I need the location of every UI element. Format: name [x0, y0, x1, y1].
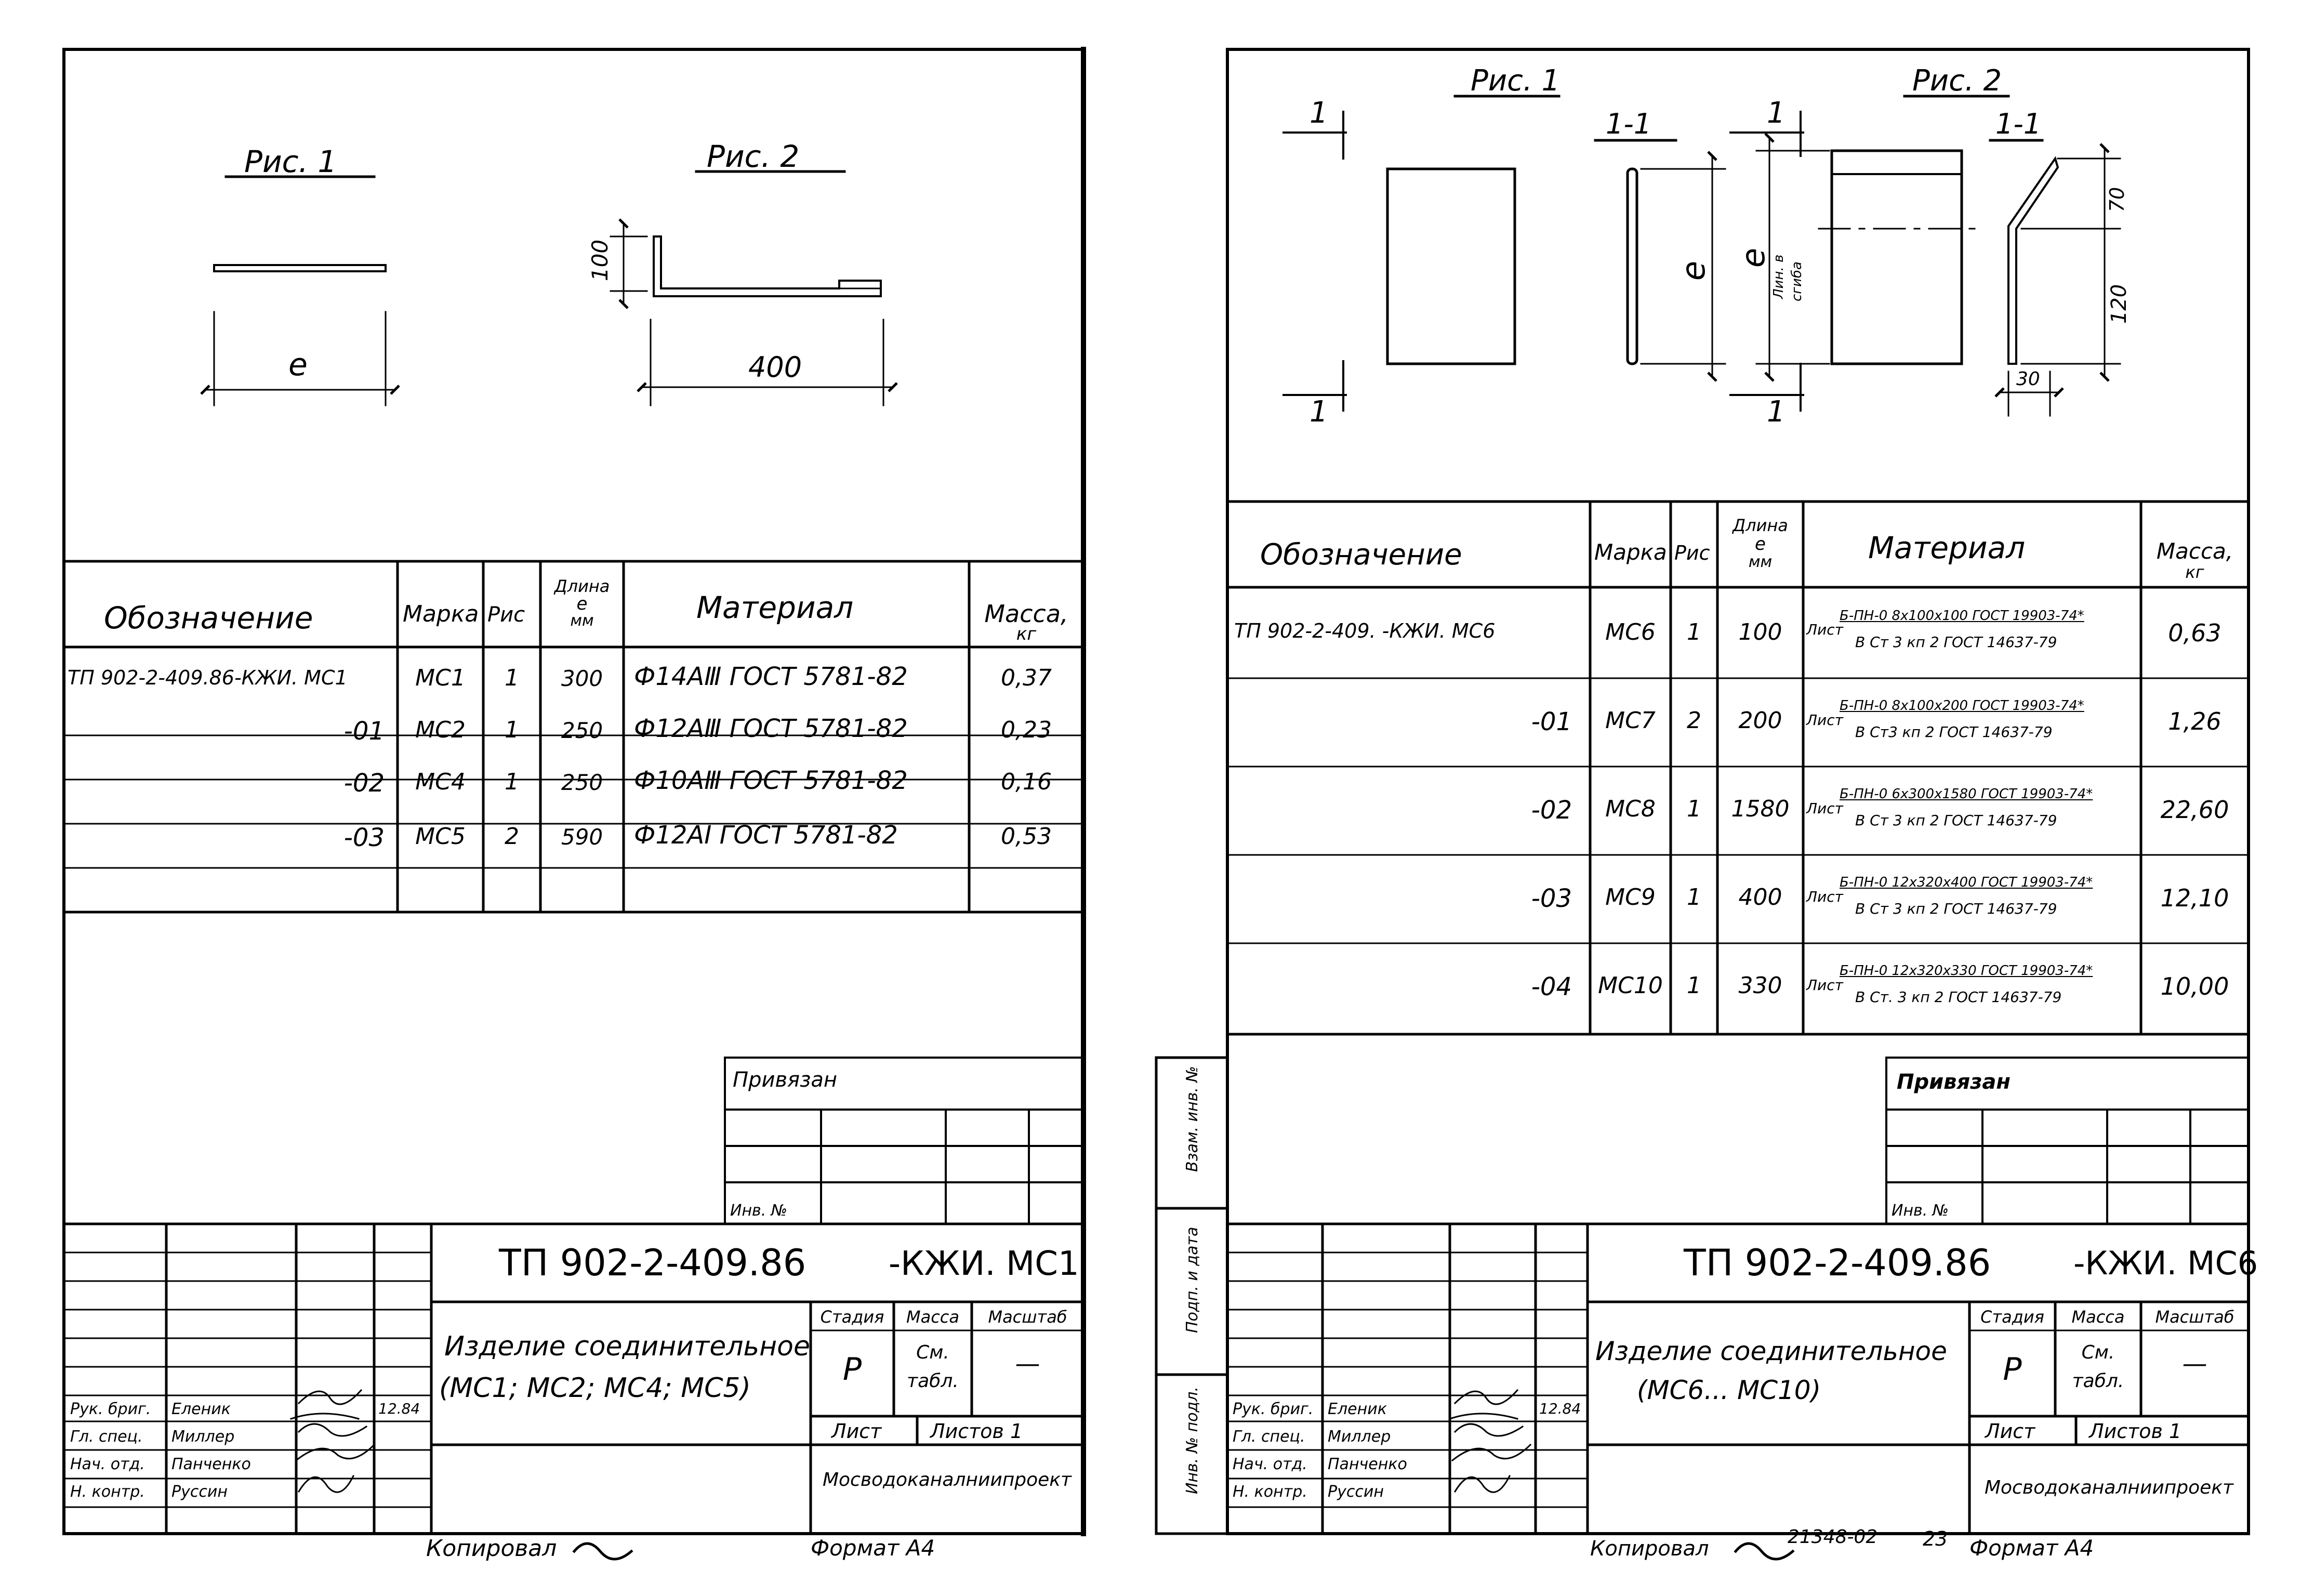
right-row5-mat-bottom: В Ст. 3 кп 2 ГОСТ 14637-79	[1855, 988, 2062, 1006]
left-stamp-scale: —	[1015, 1349, 1040, 1378]
right-row1-mat-bottom: В Ст 3 кп 2 ГОСТ 14637-79	[1855, 634, 2057, 651]
right-fig2-title: Рис. 2	[1912, 64, 2002, 98]
right-stamp-sheet: Лист	[1985, 1420, 2035, 1443]
left-row4-mass: 0,53	[1001, 823, 1052, 850]
right-fig2-dim-70: 70	[2106, 187, 2129, 213]
right-stamp-title-1: Изделие соединительное	[1595, 1336, 1947, 1366]
left-header-mark: Марка	[403, 601, 479, 627]
left-stamp-scale-h: Масштаб	[988, 1307, 1067, 1327]
left-fig2-dim-w: 400	[748, 351, 802, 384]
right-row4-mass: 12,10	[2160, 884, 2229, 912]
right-row5-designation: -04	[1531, 972, 1572, 1001]
left-row2-fig: 1	[505, 717, 519, 743]
right-row2-length: 200	[1738, 707, 1782, 734]
left-fig2-title: Рис. 2	[707, 139, 800, 174]
right-row4-length: 400	[1738, 884, 1782, 911]
right-stamp-stage-h: Стадия	[1980, 1307, 2044, 1327]
right-row3-mat-prefix: Лист	[1806, 800, 1843, 817]
right-row3-length: 1580	[1731, 796, 1790, 822]
right-row5-length: 330	[1738, 972, 1782, 999]
right-row3-mark: МС8	[1605, 796, 1656, 822]
left-row1-mark: МС1	[415, 665, 466, 691]
right-fig2-bend-note-1: Лин. в	[1771, 254, 1787, 299]
left-header-length-3: мм	[570, 612, 594, 630]
right-fig1-dim: е	[1674, 260, 1713, 281]
left-row3-material: Ф10АⅢ ГОСТ 5781-82	[634, 766, 908, 795]
left-person1-role: Рук. бриг.	[70, 1400, 151, 1418]
right-person1-name: Еленик	[1328, 1400, 1387, 1418]
right-row1-fig: 1	[1687, 619, 1701, 645]
left-row2-mass: 0,23	[1001, 717, 1052, 743]
right-row1-length: 100	[1738, 619, 1782, 645]
left-person1-name: Еленик	[171, 1400, 231, 1418]
left-footer-format: Формат А4	[811, 1535, 935, 1561]
right-stamp-mass-h: Масса	[2071, 1307, 2125, 1327]
right-header-mass-2: кг	[2185, 562, 2204, 582]
right-row2-fig: 2	[1687, 707, 1701, 734]
right-stamp-mass-1: См.	[2081, 1342, 2115, 1363]
left-row1-length: 300	[561, 666, 603, 691]
left-person2-name: Миллер	[171, 1428, 235, 1446]
left-header-mass-2: кг	[1016, 624, 1037, 644]
right-row5-mass: 10,00	[2160, 972, 2229, 1000]
left-stamp-sheets: Листов 1	[930, 1420, 1023, 1443]
right-footer-format: Формат А4	[1969, 1535, 2094, 1561]
left-person3-name: Панченко	[171, 1455, 251, 1473]
right-fig1-cut-top: 1	[1310, 96, 1328, 130]
left-row3-mark: МС4	[415, 769, 466, 795]
left-row4-designation: -03	[343, 823, 385, 852]
right-row3-mat-top: Б-ПН-0 6х300х1580 ГОСТ 19903-74*	[1840, 786, 2093, 802]
left-row3-mass: 0,16	[1001, 769, 1052, 795]
right-header-length-1: Длина	[1733, 516, 1788, 535]
right-person2-name: Миллер	[1328, 1428, 1391, 1446]
right-row2-mat-prefix: Лист	[1806, 711, 1843, 729]
left-header-fig: Рис	[487, 603, 525, 627]
right-fig1-drawing	[1284, 96, 1725, 411]
right-fig2-section: 1-1	[1995, 108, 2042, 140]
right-footer-page: 23	[1923, 1527, 1948, 1550]
right-fig1-title: Рис. 1	[1471, 64, 1561, 98]
right-row2-mass: 1,26	[2168, 707, 2221, 735]
right-fig2-drawing	[1730, 96, 2120, 416]
right-header-mass-1: Масса,	[2156, 538, 2233, 564]
left-stamp-org: Мосводоканалниипроект	[822, 1469, 1072, 1491]
left-stamp-stage-h: Стадия	[820, 1307, 884, 1327]
right-person3-role: Нач. отд.	[1233, 1455, 1307, 1473]
right-person1-date: 12.84	[1539, 1400, 1581, 1417]
left-row3-length: 250	[561, 770, 603, 795]
left-stamp-mass-h: Масса	[906, 1307, 959, 1327]
right-stamp-scale: —	[2182, 1349, 2207, 1378]
left-row1-mass: 0,37	[1001, 665, 1052, 691]
right-fig1-cut-bottom: 1	[1310, 395, 1328, 429]
right-row1-mat-prefix: Лист	[1806, 621, 1843, 638]
right-row5-mat-prefix: Лист	[1806, 977, 1843, 994]
right-stamp-code: ТП 902-2-409.86	[1684, 1242, 1991, 1284]
right-row4-designation: -03	[1531, 884, 1572, 913]
right-fig2-cut-top: 1	[1767, 96, 1786, 130]
left-row1-designation: ТП 902-2-409.86-КЖИ. МС1	[68, 666, 348, 689]
left-stamp-suffix: -КЖИ. МС1	[889, 1245, 1079, 1283]
right-row4-mat-bottom: В Ст 3 кп 2 ГОСТ 14637-79	[1855, 900, 2057, 917]
right-side-label-3: Инв. № подл.	[1183, 1387, 1201, 1494]
left-row3-designation: -02	[343, 769, 385, 798]
right-fig2-dim-30: 30	[2016, 368, 2040, 390]
right-row3-fig: 1	[1687, 796, 1701, 822]
right-row2-mat-bottom: В Ст3 кп 2 ГОСТ 14637-79	[1855, 723, 2053, 741]
right-person3-name: Панченко	[1328, 1455, 1407, 1473]
right-fig2-dim-120: 120	[2107, 284, 2132, 324]
right-row1-mat-top: Б-ПН-0 8х100х100 ГОСТ 19903-74*	[1840, 608, 2084, 624]
left-fig1-dim: е	[288, 347, 308, 383]
right-stamp-org: Мосводоканалниипроект	[1984, 1477, 2234, 1498]
right-fig2-bend-note-2: сгиба	[1789, 261, 1805, 301]
left-tied-label: Привязан	[733, 1068, 838, 1092]
right-row4-mat-prefix: Лист	[1806, 888, 1843, 905]
right-stamp-sheets: Листов 1	[2089, 1420, 2182, 1443]
right-side-label-1: Взам. инв. №	[1183, 1066, 1201, 1172]
right-fig2-cut-bottom: 1	[1767, 395, 1786, 429]
right-person4-role: Н. контр.	[1233, 1483, 1307, 1501]
left-stamp-title-1: Изделие соединительное	[444, 1331, 810, 1362]
left-stamp-stage: Р	[842, 1351, 862, 1388]
left-stamp-code: ТП 902-2-409.86	[499, 1242, 806, 1284]
right-row1-mass: 0,63	[2168, 619, 2221, 647]
right-stamp-suffix: -КЖИ. МС6	[2073, 1244, 2258, 1282]
right-fig2-dim: е	[1734, 247, 1773, 268]
left-stamp-mass-1: См.	[916, 1342, 949, 1363]
right-header-fig: Рис	[1674, 542, 1710, 564]
right-stamp-scale-h: Масштаб	[2155, 1307, 2234, 1327]
right-footer-copied: Копировал	[1590, 1537, 1709, 1561]
left-person2-role: Гл. спец.	[70, 1428, 143, 1446]
left-stamp-sheet: Лист	[831, 1420, 882, 1443]
left-row2-mark: МС2	[415, 717, 466, 743]
left-row4-mark: МС5	[415, 823, 466, 850]
right-row2-mark: МС7	[1605, 707, 1656, 734]
right-stamp-stage: Р	[2003, 1351, 2022, 1388]
right-person1-role: Рук. бриг.	[1233, 1400, 1314, 1418]
left-header-mass-1: Масса,	[984, 600, 1068, 628]
right-row5-fig: 1	[1687, 972, 1701, 999]
right-row5-mat-top: Б-ПН-0 12х320х330 ГОСТ 19903-74*	[1840, 963, 2093, 979]
right-stamp-title-2: (МС6... МС10)	[1637, 1375, 1821, 1405]
right-fig1-section: 1-1	[1606, 108, 1652, 140]
right-header-length-3: мм	[1748, 553, 1773, 571]
right-row4-mark: МС9	[1605, 884, 1656, 911]
left-row2-material: Ф12АⅢ ГОСТ 5781-82	[634, 714, 908, 743]
left-person3-role: Нач. отд.	[70, 1455, 145, 1473]
right-header-material: Материал	[1868, 530, 2026, 565]
right-row3-designation: -02	[1531, 796, 1572, 825]
right-header-designation: Обозначение	[1260, 538, 1462, 572]
right-row3-mat-bottom: В Ст 3 кп 2 ГОСТ 14637-79	[1855, 812, 2057, 829]
right-person4-name: Руссин	[1328, 1483, 1384, 1501]
right-tied-inv: Инв. №	[1892, 1202, 1949, 1220]
right-row4-fig: 1	[1687, 884, 1701, 911]
right-header-length-2: е	[1755, 534, 1766, 555]
left-tied-inv: Инв. №	[730, 1202, 788, 1220]
right-row1-designation: ТП 902-2-409. -КЖИ. МС6	[1234, 619, 1496, 642]
left-person4-role: Н. контр.	[70, 1483, 145, 1501]
left-row3-fig: 1	[505, 769, 519, 795]
right-person2-role: Гл. спец.	[1233, 1428, 1305, 1446]
left-stamp-mass-2: табл.	[907, 1370, 959, 1392]
left-header-length-1: Длина	[554, 576, 610, 596]
left-fig2-dim-h: 100	[587, 239, 613, 282]
left-header-designation: Обозначение	[104, 600, 313, 636]
left-row1-fig: 1	[505, 665, 519, 691]
left-header-material: Материал	[696, 590, 854, 625]
left-footer-copied: Копировал	[426, 1535, 557, 1562]
right-table-grid	[1227, 502, 2249, 1034]
right-row1-mark: МС6	[1605, 619, 1656, 645]
left-row2-length: 250	[561, 718, 603, 743]
left-row4-material: Ф12АⅠ ГОСТ 5781-82	[634, 821, 898, 850]
right-row3-mass: 22,60	[2160, 796, 2229, 824]
right-tied-label: Привязан	[1897, 1070, 2011, 1094]
right-row5-mark: МС10	[1598, 972, 1663, 999]
left-row2-designation: -01	[343, 717, 385, 746]
right-footer-number: 21348-02	[1788, 1526, 1878, 1548]
left-person4-name: Руссин	[171, 1483, 228, 1501]
left-header-length-2: е	[576, 593, 588, 614]
left-row1-material: Ф14АⅢ ГОСТ 5781-82	[634, 662, 908, 691]
left-stamp-title-2: (МС1; МС2; МС4; МС5)	[439, 1373, 751, 1404]
left-row4-fig: 2	[505, 823, 519, 850]
right-stamp-mass-2: табл.	[2072, 1370, 2124, 1392]
right-row4-mat-top: Б-ПН-0 12х320х400 ГОСТ 19903-74*	[1840, 875, 2093, 890]
right-side-label-2: Подп. и дата	[1183, 1226, 1201, 1333]
left-person1-date: 12.84	[378, 1400, 420, 1417]
left-row4-length: 590	[561, 824, 603, 850]
right-header-mark: Марка	[1594, 539, 1667, 565]
left-fig1-title: Рис. 1	[244, 144, 337, 179]
right-row2-designation: -01	[1531, 707, 1572, 736]
right-row2-mat-top: Б-ПН-0 8х100х200 ГОСТ 19903-74*	[1840, 698, 2084, 714]
